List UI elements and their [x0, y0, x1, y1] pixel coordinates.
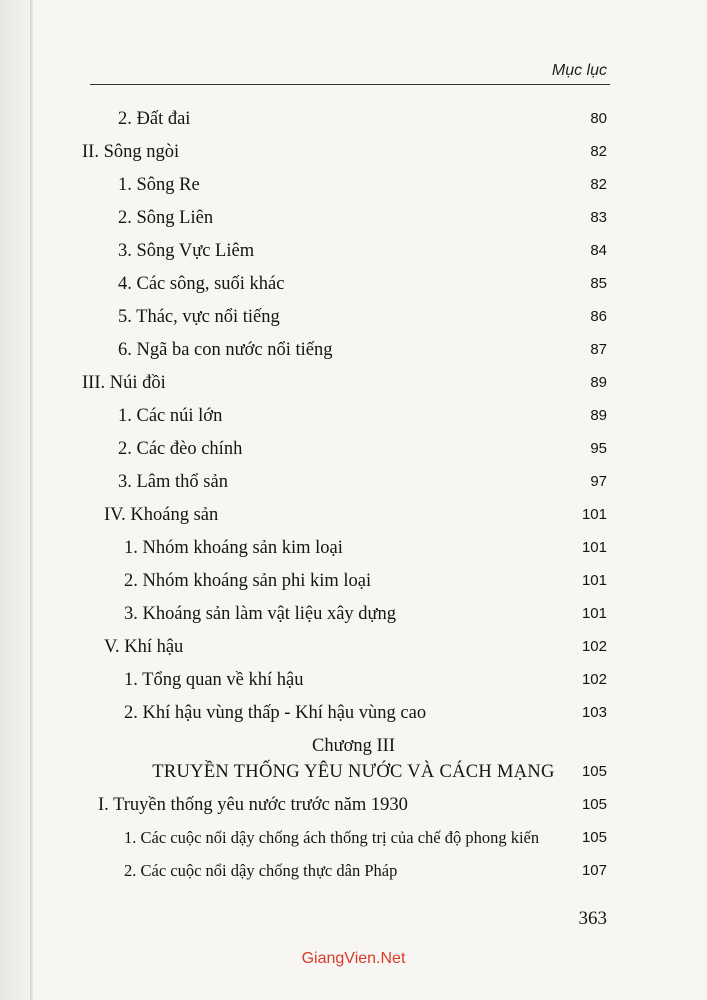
toc-entry[interactable] [0, 172, 707, 198]
toc-entry[interactable] [0, 601, 707, 627]
toc-entry-page: 83 [590, 209, 607, 226]
toc-entry[interactable] [0, 238, 707, 264]
toc-entry[interactable] [0, 634, 707, 660]
page-number: 363 [578, 908, 607, 929]
watermark: GiangVien.Net [301, 950, 406, 967]
toc-entry-page: 101 [581, 539, 607, 556]
toc-entry-page: 102 [581, 638, 607, 655]
toc-entry-page: 85 [590, 275, 607, 292]
toc-entry[interactable] [0, 568, 707, 594]
toc-entry[interactable] [0, 700, 707, 726]
chapter-number: Chương III [311, 736, 395, 756]
toc-entry-page: 107 [581, 862, 607, 879]
toc-entry-label: 1. Tổng quan về khí hậu [124, 670, 304, 690]
toc-entry-page: 87 [590, 341, 607, 358]
toc-entry-label: 5. Thác, vực nổi tiếng [118, 307, 280, 327]
running-head: Mục lục [551, 62, 607, 79]
toc-entry[interactable] [0, 139, 707, 165]
toc-entry-label: 2. Sông Liên [118, 208, 214, 228]
toc-entry-label: 1. Các cuộc nổi dậy chống ách thống trị của chế độ phong kiến [124, 828, 540, 847]
toc-entry-label: 4. Các sông, suối khác [118, 274, 285, 294]
toc-entry[interactable] [0, 535, 707, 561]
toc-entry-page: 97 [590, 473, 607, 490]
toc-entry-page: 95 [590, 440, 607, 457]
toc-entry-label: 2. Đất đai [118, 109, 191, 129]
toc-entry[interactable] [0, 271, 707, 297]
toc-entry-label: III. Núi đồi [82, 373, 166, 393]
toc-entry-label: II. Sông ngòi [82, 142, 180, 162]
toc-entry-page: 101 [581, 572, 607, 589]
toc-entry[interactable] [0, 106, 707, 132]
chapter-page: 105 [581, 763, 607, 780]
toc-entry-page: 101 [581, 506, 607, 523]
toc-entry[interactable] [0, 469, 707, 495]
toc-entry-page: 86 [590, 308, 607, 325]
toc-entry[interactable] [0, 502, 707, 528]
toc-entry-label: V. Khí hậu [104, 637, 184, 657]
toc-entry-page: 105 [581, 796, 607, 813]
toc-entry-label: I. Truyền thống yêu nước trước năm 1930 [98, 795, 408, 815]
toc-entry-page: 103 [581, 704, 607, 721]
toc-entry[interactable] [0, 858, 707, 884]
toc-entry-label: 1. Nhóm khoáng sản kim loại [124, 538, 343, 558]
toc-entry-page: 84 [590, 242, 607, 259]
toc-entry-page: 101 [581, 605, 607, 622]
toc-entry-label: 2. Khí hậu vùng thấp - Khí hậu vùng cao [124, 703, 427, 723]
toc-entry[interactable] [0, 205, 707, 231]
toc-entry[interactable] [0, 792, 707, 818]
toc-entry[interactable] [0, 825, 707, 851]
toc-entry-page: 82 [590, 176, 607, 193]
toc-entry-label: 1. Sông Re [118, 175, 200, 195]
toc-entry[interactable] [0, 667, 707, 693]
header-rule [90, 84, 610, 85]
toc-entry-label: 3. Khoáng sản làm vật liệu xây dựng [124, 604, 397, 624]
toc-entry-label: 3. Sông Vực Liêm [118, 241, 255, 261]
chapter-heading[interactable] [0, 759, 707, 785]
toc-entry-page: 102 [581, 671, 607, 688]
toc-entry[interactable] [0, 370, 707, 396]
toc-entry[interactable] [0, 403, 707, 429]
toc-entry[interactable] [0, 436, 707, 462]
toc-entry-label: 1. Các núi lớn [118, 406, 223, 426]
toc-entry-label: 2. Các đèo chính [118, 439, 243, 459]
toc-entry-label: 3. Lâm thổ sản [118, 472, 228, 492]
chapter-title: TRUYỀN THỐNG YÊU NƯỚC VÀ CÁCH MẠNG [152, 762, 555, 782]
toc-entry-page: 89 [590, 407, 607, 424]
toc-entry-page: 105 [581, 829, 607, 846]
toc-entry[interactable] [0, 304, 707, 330]
toc-entry[interactable] [0, 337, 707, 363]
toc-entry-page: 82 [590, 143, 607, 160]
toc-entry-label: IV. Khoáng sản [104, 505, 219, 525]
toc-entry-page: 80 [590, 110, 607, 127]
toc-entry-label: 2. Nhóm khoáng sản phi kim loại [124, 571, 372, 591]
toc-entry-label: 6. Ngã ba con nước nổi tiếng [118, 340, 333, 360]
toc-entry-label: 2. Các cuộc nổi dậy chống thực dân Pháp [124, 861, 398, 880]
toc-entry-page: 89 [590, 374, 607, 391]
